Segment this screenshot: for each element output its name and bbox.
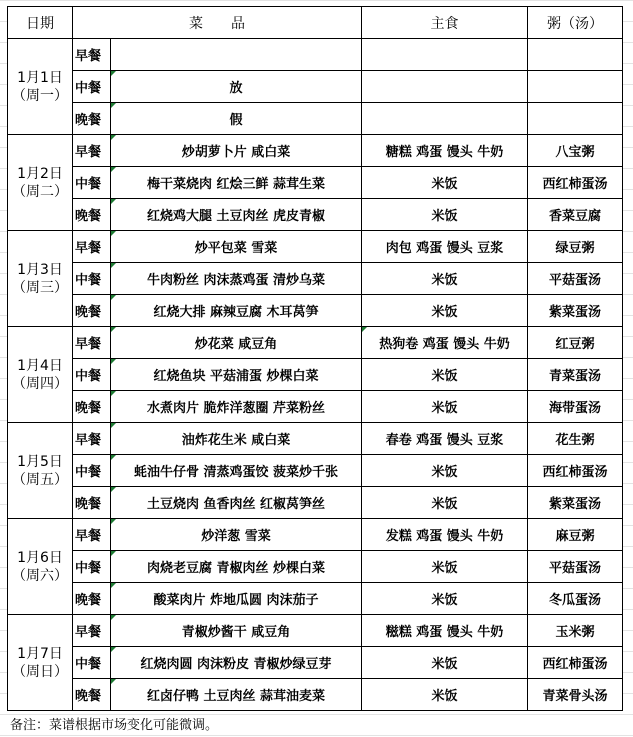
staple-cell[interactable]: 热狗卷 鸡蛋 馒头 牛奶 xyxy=(362,327,528,359)
weekday: （周六） xyxy=(12,567,68,584)
dishes-cell[interactable]: 红烧鸡大腿 土豆肉丝 虎皮青椒 xyxy=(111,199,362,231)
soup-cell[interactable]: 玉米粥 xyxy=(528,615,623,647)
soup-cell[interactable]: 海带蛋汤 xyxy=(528,391,623,423)
meal-type[interactable]: 早餐 xyxy=(73,519,111,551)
soup-cell[interactable]: 平菇蛋汤 xyxy=(528,551,623,583)
weekday: （周四） xyxy=(12,375,68,392)
soup-cell[interactable]: 青菜蛋汤 xyxy=(528,359,623,391)
date-cell[interactable] xyxy=(8,423,73,519)
soup-cell[interactable]: 西红柿蛋汤 xyxy=(528,647,623,679)
meal-type[interactable]: 中餐 xyxy=(73,551,111,583)
meal-type[interactable]: 晚餐 xyxy=(73,679,111,711)
staple-cell[interactable]: 糍糕 鸡蛋 馒头 牛奶 xyxy=(362,615,528,647)
meal-type[interactable]: 晚餐 xyxy=(73,199,111,231)
weekday: （周三） xyxy=(12,279,68,296)
staple-cell[interactable]: 米饭 xyxy=(362,455,528,487)
dishes-cell[interactable]: 肉烧老豆腐 青椒肉丝 炒棵白菜 xyxy=(111,551,362,583)
header-dishes[interactable]: 菜 品 xyxy=(73,7,362,39)
soup-cell[interactable]: 绿豆粥 xyxy=(528,231,623,263)
soup-cell[interactable]: 平菇蛋汤 xyxy=(528,263,623,295)
staple-cell[interactable]: 米饭 xyxy=(362,199,528,231)
soup-cell[interactable]: 八宝粥 xyxy=(528,135,623,167)
meal-type[interactable]: 晚餐 xyxy=(73,103,111,135)
staple-cell[interactable]: 肉包 鸡蛋 馒头 豆浆 xyxy=(362,231,528,263)
date: 1月5日 xyxy=(17,453,63,470)
soup-cell[interactable] xyxy=(528,71,623,103)
meal-type[interactable]: 中餐 xyxy=(73,263,111,295)
soup-cell[interactable]: 青菜骨头汤 xyxy=(528,679,623,711)
dishes-cell[interactable]: 炒洋葱 雪菜 xyxy=(111,519,362,551)
meal-row xyxy=(8,487,623,519)
staple-cell[interactable]: 米饭 xyxy=(362,679,528,711)
date: 1月6日 xyxy=(17,549,63,566)
meal-type[interactable]: 早餐 xyxy=(73,39,111,71)
meal-row xyxy=(8,71,623,103)
staple-cell[interactable]: 米饭 xyxy=(362,391,528,423)
soup-cell[interactable]: 冬瓜蛋汤 xyxy=(528,583,623,615)
dishes-cell[interactable]: 炒平包菜 雪菜 xyxy=(111,231,362,263)
meal-row xyxy=(8,167,623,199)
staple-cell[interactable]: 春卷 鸡蛋 馒头 豆浆 xyxy=(362,423,528,455)
soup-cell[interactable]: 花生粥 xyxy=(528,423,623,455)
weekday: （周一） xyxy=(12,87,68,104)
date-cell[interactable] xyxy=(8,615,73,711)
soup-cell[interactable]: 红豆粥 xyxy=(528,327,623,359)
meal-row xyxy=(8,39,623,71)
date-cell[interactable] xyxy=(8,327,73,423)
header-staple[interactable]: 主食 xyxy=(362,7,528,39)
dishes-cell[interactable]: 炒胡萝卜片 咸白菜 xyxy=(111,135,362,167)
soup-cell[interactable]: 香菜豆腐 xyxy=(528,199,623,231)
dishes-cell[interactable]: 青椒炒酱干 咸豆角 xyxy=(111,615,362,647)
date: 1月7日 xyxy=(17,645,63,662)
date-cell[interactable] xyxy=(8,231,73,327)
weekday: （周日） xyxy=(12,663,68,680)
staple-cell[interactable]: 米饭 xyxy=(362,487,528,519)
dishes-cell[interactable]: 土豆烧肉 鱼香肉丝 红椒莴笋丝 xyxy=(111,487,362,519)
meal-type[interactable]: 中餐 xyxy=(73,167,111,199)
meal-row xyxy=(8,327,623,359)
soup-cell[interactable]: 西红柿蛋汤 xyxy=(528,167,623,199)
meal-type[interactable]: 早餐 xyxy=(73,231,111,263)
date: 1月4日 xyxy=(17,357,63,374)
meal-type[interactable]: 晚餐 xyxy=(73,295,111,327)
weekday: （周五） xyxy=(12,471,68,488)
staple-cell[interactable]: 米饭 xyxy=(362,263,528,295)
staple-cell[interactable]: 发糕 鸡蛋 馒头 牛奶 xyxy=(362,519,528,551)
meal-row xyxy=(8,391,623,423)
dishes-cell[interactable] xyxy=(111,39,362,71)
soup-cell[interactable] xyxy=(528,103,623,135)
meal-row xyxy=(8,199,623,231)
date: 1月1日 xyxy=(17,69,63,86)
meal-type[interactable]: 早餐 xyxy=(73,615,111,647)
footnote[interactable]: 备注：菜谱根据市场变化可能微调。 xyxy=(10,718,219,733)
meal-type[interactable]: 中餐 xyxy=(73,455,111,487)
date-cell[interactable] xyxy=(8,39,73,135)
dishes-cell[interactable]: 酸菜肉片 炸地瓜圆 肉沫茄子 xyxy=(111,583,362,615)
dishes-cell[interactable]: 红烧大排 麻辣豆腐 木耳莴笋 xyxy=(111,295,362,327)
meal-type[interactable]: 早餐 xyxy=(73,423,111,455)
meal-row xyxy=(8,231,623,263)
meal-row xyxy=(8,135,623,167)
meal-row xyxy=(8,295,623,327)
header-row xyxy=(8,7,623,39)
staple-cell[interactable] xyxy=(362,103,528,135)
soup-cell[interactable]: 紫菜蛋汤 xyxy=(528,487,623,519)
dishes-cell[interactable]: 红烧肉圆 肉沫粉皮 青椒炒绿豆芽 xyxy=(111,647,362,679)
dishes-cell[interactable]: 放 xyxy=(111,71,362,103)
staple-cell[interactable]: 糖糕 鸡蛋 馒头 牛奶 xyxy=(362,135,528,167)
meal-type[interactable]: 晚餐 xyxy=(73,391,111,423)
meal-row xyxy=(8,647,623,679)
dishes-cell[interactable]: 红卤仔鸭 土豆肉丝 蒜茸油麦菜 xyxy=(111,679,362,711)
date-cell[interactable] xyxy=(8,135,73,231)
staple-cell[interactable]: 米饭 xyxy=(362,647,528,679)
dishes-cell[interactable]: 梅干菜烧肉 红烩三鲜 蒜茸生菜 xyxy=(111,167,362,199)
meal-type[interactable]: 早餐 xyxy=(73,135,111,167)
meal-row xyxy=(8,679,623,711)
staple-cell[interactable] xyxy=(362,71,528,103)
dishes-cell[interactable]: 牛肉粉丝 肉沫蒸鸡蛋 清炒乌菜 xyxy=(111,263,362,295)
date: 1月2日 xyxy=(17,165,63,182)
header-date[interactable]: 日期 xyxy=(8,7,73,39)
soup-cell[interactable]: 西红柿蛋汤 xyxy=(528,455,623,487)
meal-type[interactable]: 中餐 xyxy=(73,647,111,679)
meal-row xyxy=(8,423,623,455)
meal-row xyxy=(8,519,623,551)
staple-cell[interactable]: 米饭 xyxy=(362,295,528,327)
staple-cell[interactable] xyxy=(362,39,528,71)
meal-type[interactable]: 晚餐 xyxy=(73,583,111,615)
meal-type[interactable]: 早餐 xyxy=(73,327,111,359)
weekday: （周二） xyxy=(12,183,68,200)
meal-row xyxy=(8,103,623,135)
meal-row xyxy=(8,263,623,295)
staple-cell[interactable]: 米饭 xyxy=(362,551,528,583)
meal-row xyxy=(8,359,623,391)
dishes-cell[interactable]: 蚝油牛仔骨 清蒸鸡蛋饺 菠菜炒千张 xyxy=(111,455,362,487)
meal-row xyxy=(8,551,623,583)
date-cell[interactable] xyxy=(8,519,73,615)
meal-type[interactable]: 中餐 xyxy=(73,359,111,391)
dishes-cell[interactable]: 炒花菜 咸豆角 xyxy=(111,327,362,359)
header-soup[interactable]: 粥（汤） xyxy=(528,7,623,39)
staple-cell[interactable]: 米饭 xyxy=(362,583,528,615)
soup-cell[interactable] xyxy=(528,39,623,71)
staple-cell[interactable]: 米饭 xyxy=(362,167,528,199)
meal-row xyxy=(8,583,623,615)
dishes-cell[interactable]: 油炸花生米 咸白菜 xyxy=(111,423,362,455)
soup-cell[interactable]: 麻豆粥 xyxy=(528,519,623,551)
meal-type[interactable]: 中餐 xyxy=(73,71,111,103)
meal-row xyxy=(8,615,623,647)
dishes-cell[interactable]: 水煮肉片 脆炸洋葱圈 芹菜粉丝 xyxy=(111,391,362,423)
dishes-cell[interactable]: 红烧鱼块 平菇浦蛋 炒棵白菜 xyxy=(111,359,362,391)
meal-type[interactable]: 晚餐 xyxy=(73,487,111,519)
soup-cell[interactable]: 紫菜蛋汤 xyxy=(528,295,623,327)
weekly-menu-table xyxy=(7,6,623,711)
staple-cell[interactable]: 米饭 xyxy=(362,359,528,391)
date: 1月3日 xyxy=(17,261,63,278)
dishes-cell[interactable]: 假 xyxy=(111,103,362,135)
meal-row xyxy=(8,455,623,487)
